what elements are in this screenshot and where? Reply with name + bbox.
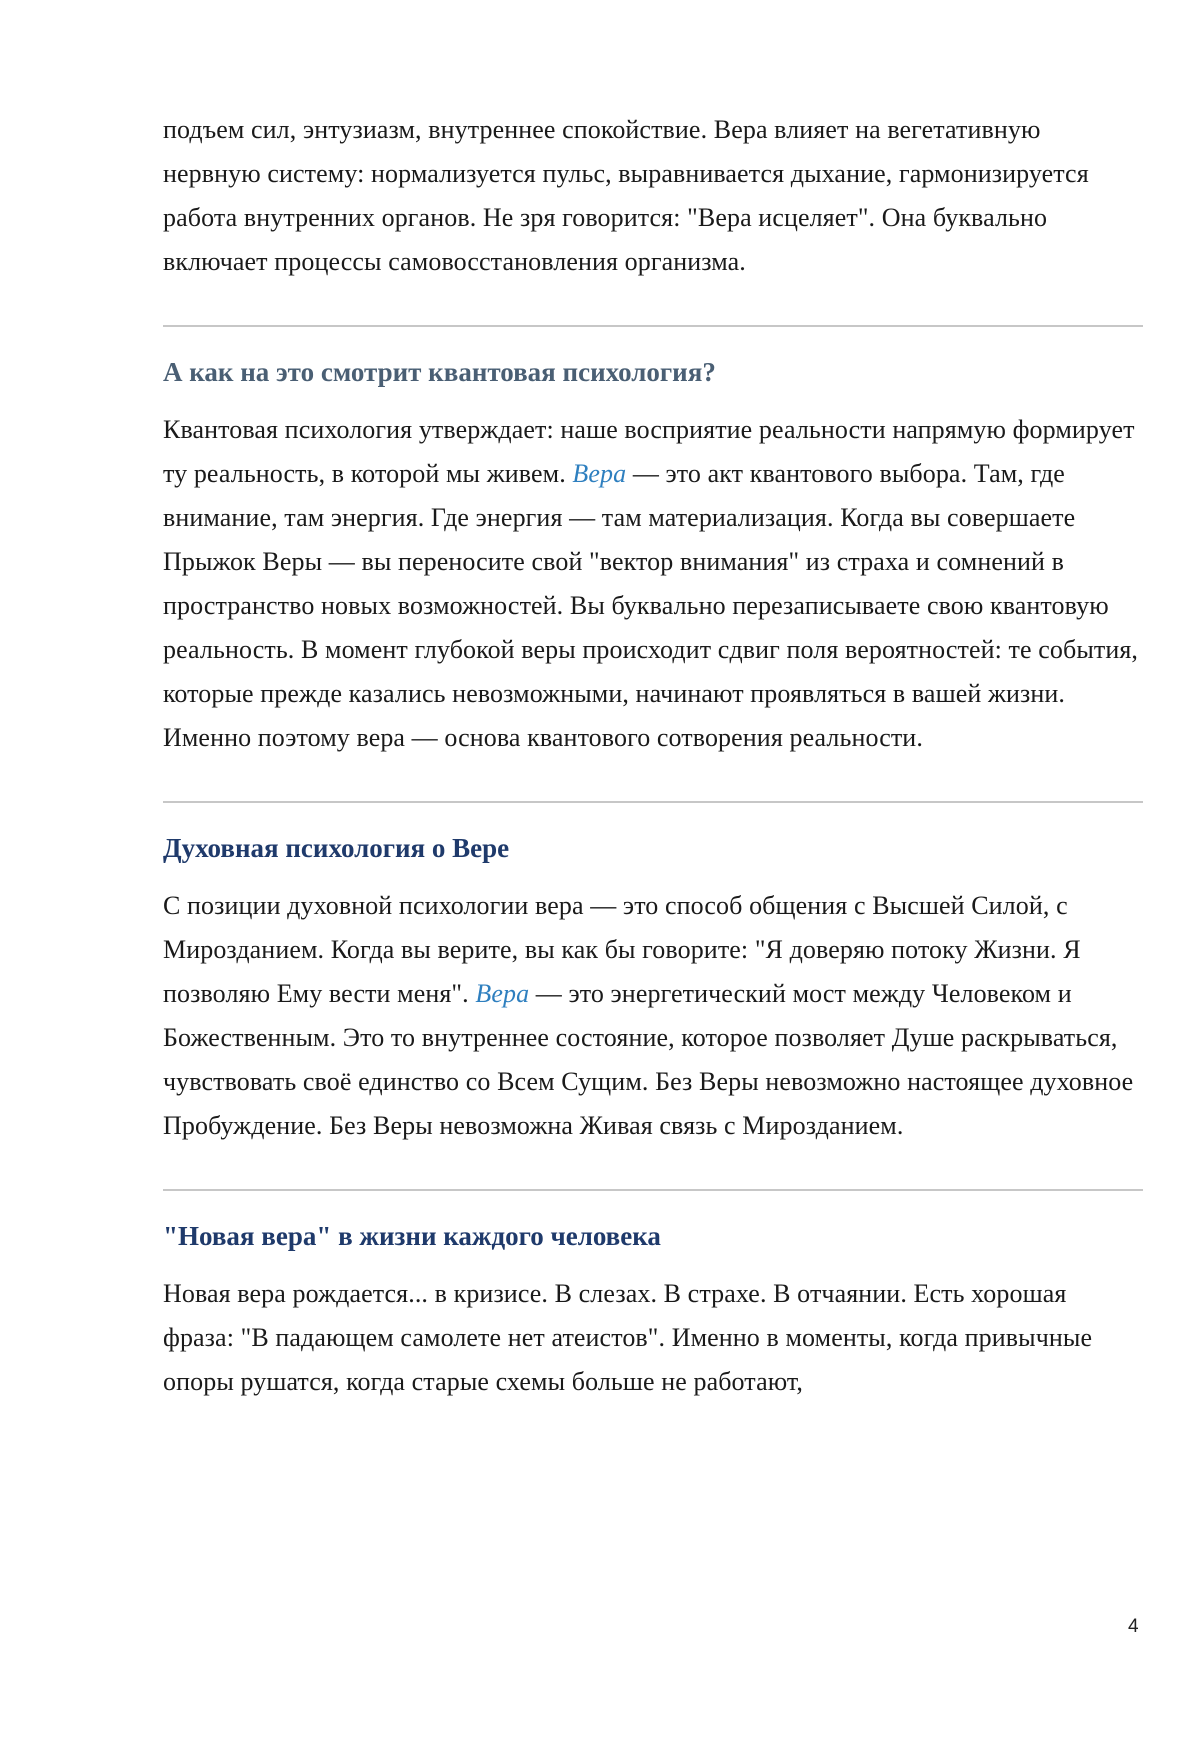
spiritual-text-before: С позиции духовной психологии вера — это способ общения с Высшей Силой, с Мирозданием. Когда вы верите, вы как бы говорите: "Я доверяю потоку Жизни. Я позволяю Ему вести меня". <box>163 891 1081 1008</box>
section-paragraph-spiritual <box>163 884 1143 1148</box>
intro-paragraph: подъем сил, энтузиазм, внутреннее спокойствие. Вера влияет на вегетативную нервную систему: нормализуется пульс, выравнивается дыхание, гармонизируется работа внутренних органов. Не зря говорится: "Вера исцеляет". Она буквально включает процессы самовосстановления организма. <box>163 115 1089 276</box>
quantum-highlight-vera: Вера <box>572 459 627 488</box>
spiritual-text-after: — это энергетический мост между Человеком и Божественным. Это то внутреннее состояние, которое позволяет Душе раскрываться, чувствовать своё единство со Всем Сущим. Без Веры невозможно настоящее духовное Пробуждение. Без Веры невозможна Живая связь с Мирозданием. <box>163 979 1134 1140</box>
section-heading-new-faith: "Новая вера" в жизни каждого человека <box>163 1221 661 1251</box>
document-page <box>163 108 1143 1404</box>
section-divider-1 <box>163 325 1143 327</box>
section-paragraph-quantum <box>163 408 1143 760</box>
section-divider-3 <box>163 1189 1143 1191</box>
spiritual-highlight-vera: Вера <box>475 979 530 1008</box>
page-number: 4 <box>1128 1616 1139 1637</box>
quantum-text-before: Квантовая психология утверждает: наше восприятие реальности напрямую формирует ту реальность, в которой мы живем. <box>163 415 1135 488</box>
section-divider-2 <box>163 801 1143 803</box>
section-paragraph-new-faith: Новая вера рождается... в кризисе. В слезах. В страхе. В отчаянии. Есть хорошая фраза: "В падающем самолете нет атеистов". Именно в моменты, когда привычные опоры рушатся, когда старые схемы больше не работают, <box>163 1279 1093 1396</box>
quantum-text-after: — это акт квантового выбора. Там, где внимание, там энергия. Где энергия — там материализация. Когда вы совершаете Прыжок Веры — вы переносите свой "вектор внимания" из страха и сомнений в пространство новых возможностей. Вы буквально перезаписываете свою квантовую реальность. В момент глубокой веры происходит сдвиг поля вероятностей: те события, которые прежде казались невозможными, начинают проявляться в вашей жизни. Именно поэтому вера — основа квантового сотворения реальности. <box>163 459 1139 752</box>
section-heading-quantum: А как на это смотрит квантовая психология? <box>163 357 716 387</box>
section-heading-spiritual: Духовная психология о Вере <box>163 833 510 863</box>
